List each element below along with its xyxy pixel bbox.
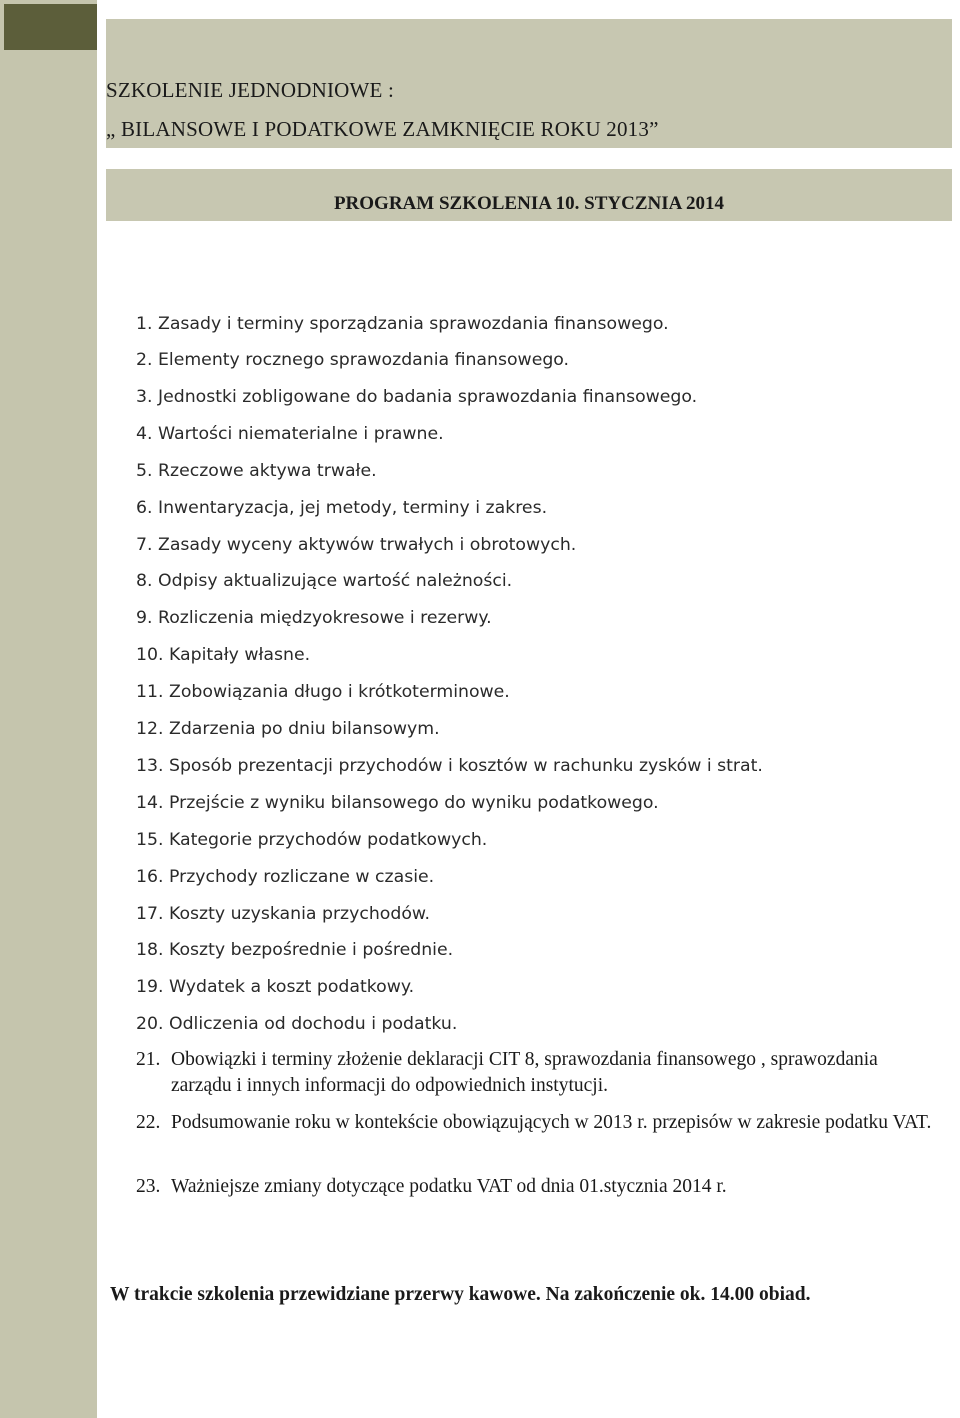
agenda-item-21: 21. Obowiązki i terminy złożenie deklaracji CIT 8, sprawozdania finansowego , sprawozdania zarządu i innych informacji do odpowiednich instytucji. <box>136 1049 878 1096</box>
agenda-item-7: 7. Zasady wyceny aktywów trwałych i obrotowych. <box>136 535 577 555</box>
side-decoration-corner <box>4 4 97 50</box>
agenda-item-14: 14. Przejście z wyniku bilansowego do wyniku podatkowego. <box>136 793 659 813</box>
program-title: PROGRAM SZKOLENIA 10. STYCZNIA 2014 <box>333 193 725 214</box>
agenda-item-4: 4. Wartości niematerialne i prawne. <box>136 424 444 444</box>
agenda-item-18: 18. Koszty bezpośrednie i pośrednie. <box>136 940 454 960</box>
agenda-item-11: 11. Zobowiązania długo i krótkoterminowe. <box>136 682 510 702</box>
agenda-item-17: 17. Koszty uzyskania przychodów. <box>136 904 430 924</box>
agenda-item-22: 22. Podsumowanie roku w kontekście obowiązujących w 2013 r. przepisów w zakresie podatku VAT. <box>136 1112 932 1133</box>
agenda-item-10: 10. Kapitały własne. <box>136 645 311 665</box>
agenda-item-8: 8. Odpisy aktualizujące wartość należności. <box>136 571 513 591</box>
agenda-item-3: 3. Jednostki zobligowane do badania sprawozdania finansowego. <box>136 387 698 407</box>
footer-note: W trakcie szkolenia przewidziane przerwy kawowe. Na zakończenie ok. 14.00 obiad. <box>110 1284 811 1305</box>
agenda-item-23: 23. Ważniejsze zmiany dotyczące podatku VAT od dnia 01.stycznia 2014 r. <box>136 1176 727 1197</box>
agenda-item-20: 20. Odliczenia od dochodu i podatku. <box>136 1014 458 1034</box>
agenda-item-16: 16. Przychody rozliczane w czasie. <box>136 867 435 887</box>
document-title: SZKOLENIE JEDNODNIOWE : <box>106 78 395 102</box>
agenda-item-6: 6. Inwentaryzacja, jej metody, terminy i zakres. <box>136 498 548 518</box>
agenda-item-1: 1. Zasady i terminy sporządzania sprawozdania finansowego. <box>136 314 669 334</box>
agenda-item-12: 12. Zdarzenia po dniu bilansowym. <box>136 719 440 739</box>
document-subtitle: „ BILANSOWE I PODATKOWE ZAMKNIĘCIE ROKU 2013” <box>106 117 659 141</box>
agenda-item-9: 9. Rozliczenia międzyokresowe i rezerwy. <box>136 608 492 628</box>
agenda-item-13: 13. Sposób prezentacji przychodów i kosztów w rachunku zysków i strat. <box>136 756 763 776</box>
agenda-item-15: 15. Kategorie przychodów podatkowych. <box>136 830 488 850</box>
agenda-item-5: 5. Rzeczowe aktywa trwałe. <box>136 461 377 481</box>
agenda-item-2: 2. Elementy rocznego sprawozdania finansowego. <box>136 350 570 370</box>
side-decoration-strip <box>0 0 97 1418</box>
agenda-item-19: 19. Wydatek a koszt podatkowy. <box>136 977 415 997</box>
